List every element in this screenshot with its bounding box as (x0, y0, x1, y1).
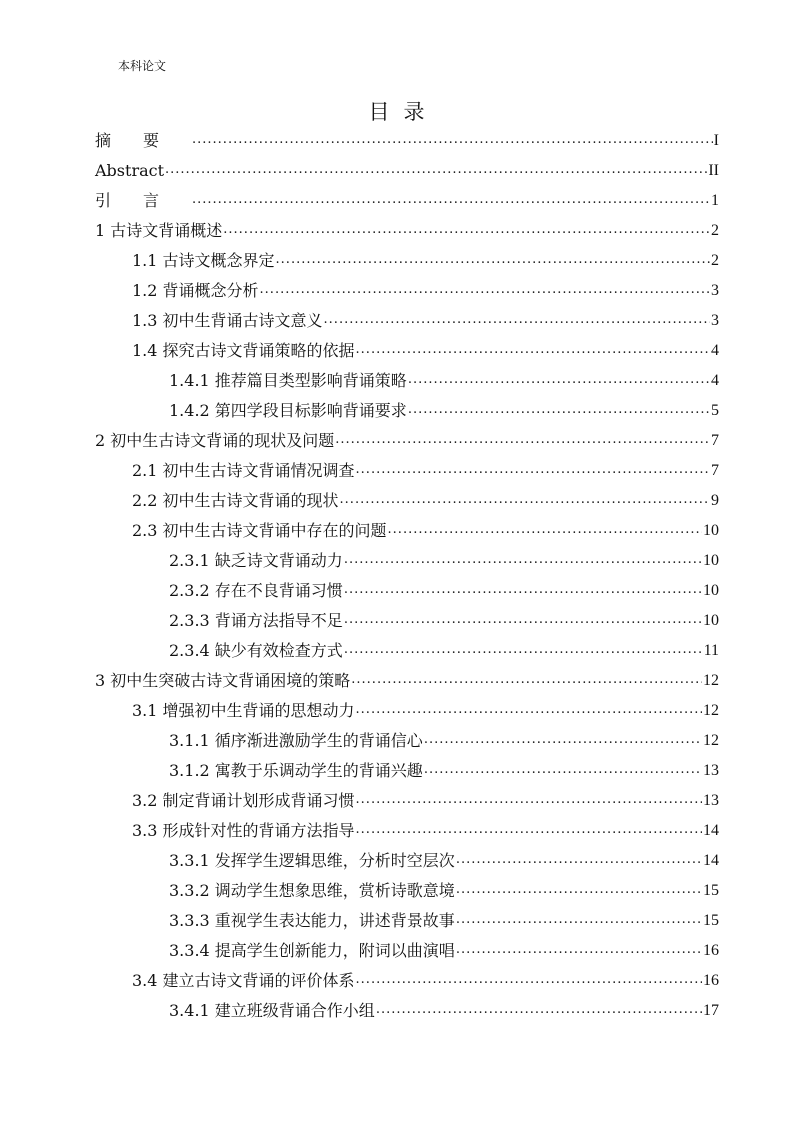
toc-entry-label: 摘要 (95, 131, 192, 150)
toc-entry-label: 1.4.2 第四学段目标影响背诵要求 (169, 401, 407, 420)
toc-entry[interactable] (95, 330, 719, 360)
toc-leader-dots (456, 881, 702, 899)
toc-entry-label: 2.3.2 存在不良背诵习惯 (169, 581, 343, 600)
toc-leader-dots (192, 191, 710, 209)
toc-entry-page: 16 (703, 972, 719, 989)
toc-leader-dots (344, 581, 702, 599)
toc-entry-page: 9 (711, 492, 719, 509)
toc-entry-label: 2.1 初中生古诗文背诵情况调查 (132, 461, 355, 480)
toc-leader-dots (223, 221, 710, 239)
toc-entry-label: 2 初中生古诗文背诵的现状及问题 (95, 431, 335, 450)
toc-leader-dots (424, 731, 702, 749)
toc-entry-page: 7 (711, 462, 719, 479)
toc-entry-page: 13 (703, 762, 719, 779)
toc-entry-page: I (713, 132, 719, 149)
toc-leader-dots (351, 671, 702, 689)
toc-entry-page: 15 (703, 882, 719, 899)
toc-entry-page: 5 (711, 402, 719, 419)
toc-leader-dots (376, 1001, 702, 1019)
toc-entry-page: 7 (711, 432, 719, 449)
toc-entry-label: 1 古诗文背诵概述 (95, 221, 223, 240)
toc-entry-label: 3.3.4 提高学生创新能力，附词以曲演唱 (169, 941, 455, 960)
toc-leader-dots (356, 971, 702, 989)
toc-entry-page: 12 (703, 672, 719, 689)
toc-entry-page: 3 (711, 312, 719, 329)
toc-entry-label: 2.2 初中生古诗文背诵的现状 (132, 491, 339, 510)
toc-entry-page: 12 (703, 702, 719, 719)
toc-entry[interactable] (95, 540, 719, 570)
toc-leader-dots (335, 431, 710, 449)
toc-entry[interactable] (95, 300, 719, 330)
toc-entry-page: II (708, 162, 719, 179)
toc-entry-label: 引言 (95, 191, 192, 210)
toc-entry[interactable] (95, 960, 719, 990)
toc-leader-dots (356, 821, 702, 839)
toc-entry-page: 10 (703, 522, 719, 539)
toc-entry[interactable] (95, 660, 719, 690)
toc-entry-label: 3.4.1 建立班级背诵合作小组 (169, 1001, 375, 1020)
toc-entry-label: 3.1.1 循序渐进激励学生的背诵信心 (169, 731, 423, 750)
toc-entry-page: 14 (703, 852, 719, 869)
toc-entry[interactable] (95, 390, 719, 420)
toc-entry-page: 3 (711, 282, 719, 299)
toc-leader-dots (456, 911, 702, 929)
toc-leader-dots (356, 341, 710, 359)
toc-leader-dots (192, 131, 713, 149)
toc-entry-label: 3.3.3 重视学生表达能力，讲述背景故事 (169, 911, 455, 930)
toc-entry[interactable] (95, 180, 719, 210)
toc-entry-page: 16 (703, 942, 719, 959)
toc-entry[interactable] (95, 720, 719, 750)
toc-leader-dots (408, 371, 710, 389)
toc-entry-label: Abstract (95, 161, 165, 180)
toc-entry-page: 15 (703, 912, 719, 929)
toc-entry-label: 3.1 增强初中生背诵的思想动力 (132, 701, 355, 720)
toc-entry[interactable] (95, 360, 719, 390)
toc-leader-dots (408, 401, 710, 419)
toc-leader-dots (340, 491, 710, 509)
toc-entry[interactable] (95, 150, 719, 180)
toc-entry-page: 10 (703, 612, 719, 629)
toc-leader-dots (324, 311, 710, 329)
toc-entry[interactable] (95, 210, 719, 240)
toc-entry-label: 2.3.3 背诵方法指导不足 (169, 611, 343, 630)
toc-title: 目录 (368, 100, 439, 124)
table-of-contents (95, 120, 719, 1020)
toc-entry[interactable] (95, 690, 719, 720)
toc-leader-dots (356, 701, 702, 719)
toc-entry-label: 1.2 背诵概念分析 (132, 281, 259, 300)
toc-entry-label: 1.4.1 推荐篇目类型影响背诵策略 (169, 371, 407, 390)
toc-entry[interactable] (95, 510, 719, 540)
toc-leader-dots (344, 641, 703, 659)
toc-entry-page: 10 (703, 552, 719, 569)
toc-leader-dots (165, 161, 707, 179)
toc-entry-page: 14 (703, 822, 719, 839)
toc-entry[interactable] (95, 750, 719, 780)
toc-entry-label: 3.3.1 发挥学生逻辑思维，分析时空层次 (169, 851, 455, 870)
toc-entry[interactable] (95, 810, 719, 840)
toc-leader-dots (356, 461, 710, 479)
toc-entry-label: 1.3 初中生背诵古诗文意义 (132, 311, 323, 330)
page-header: 本科论文 (118, 59, 167, 73)
toc-entry-page: 4 (711, 342, 719, 359)
toc-entry[interactable] (95, 570, 719, 600)
toc-leader-dots (356, 791, 702, 809)
toc-leader-dots (276, 251, 710, 269)
toc-entry[interactable] (95, 450, 719, 480)
toc-entry[interactable] (95, 480, 719, 510)
toc-entry-page: 2 (711, 222, 719, 239)
toc-entry-label: 3.4 建立古诗文背诵的评价体系 (132, 971, 355, 990)
toc-leader-dots (456, 941, 702, 959)
toc-entry-page: 1 (711, 192, 719, 209)
toc-entry[interactable] (95, 900, 719, 930)
toc-entry-label: 2.3.1 缺乏诗文背诵动力 (169, 551, 343, 570)
toc-entry-page: 17 (703, 1002, 719, 1019)
toc-entry-label: 3.2 制定背诵计划形成背诵习惯 (132, 791, 355, 810)
toc-entry-label: 2.3.4 缺少有效检查方式 (169, 641, 343, 660)
toc-entry-label: 3.3.2 调动学生想象思维，赏析诗歌意境 (169, 881, 455, 900)
toc-entry-page: 4 (711, 372, 719, 389)
toc-leader-dots (344, 551, 702, 569)
toc-entry-page: 2 (711, 252, 719, 269)
toc-entry-page: 12 (703, 732, 719, 749)
toc-entry-label: 3 初中生突破古诗文背诵困境的策略 (95, 671, 351, 690)
toc-entry[interactable] (95, 600, 719, 630)
toc-leader-dots (388, 521, 702, 539)
toc-entry[interactable] (95, 930, 719, 960)
toc-entry-page: 10 (703, 582, 719, 599)
toc-entry-label: 2.3 初中生古诗文背诵中存在的问题 (132, 521, 387, 540)
toc-leader-dots (424, 761, 702, 779)
toc-entry[interactable] (95, 870, 719, 900)
toc-entry[interactable] (95, 630, 719, 660)
toc-entry[interactable] (95, 420, 719, 450)
toc-entry[interactable] (95, 990, 719, 1020)
toc-leader-dots (344, 611, 702, 629)
toc-entry[interactable] (95, 120, 719, 150)
toc-leader-dots (456, 851, 702, 869)
toc-entry-page: 13 (703, 792, 719, 809)
toc-entry-page: 11 (703, 642, 719, 659)
toc-entry[interactable] (95, 780, 719, 810)
toc-entry[interactable] (95, 270, 719, 300)
toc-entry-label: 1.4 探究古诗文背诵策略的依据 (132, 341, 355, 360)
toc-entry-label: 1.1 古诗文概念界定 (132, 251, 275, 270)
toc-entry[interactable] (95, 840, 719, 870)
toc-entry-label: 3.3 形成针对性的背诵方法指导 (132, 821, 355, 840)
toc-entry[interactable] (95, 240, 719, 270)
toc-entry-label: 3.1.2 寓教于乐调动学生的背诵兴趣 (169, 761, 423, 780)
toc-leader-dots (260, 281, 710, 299)
